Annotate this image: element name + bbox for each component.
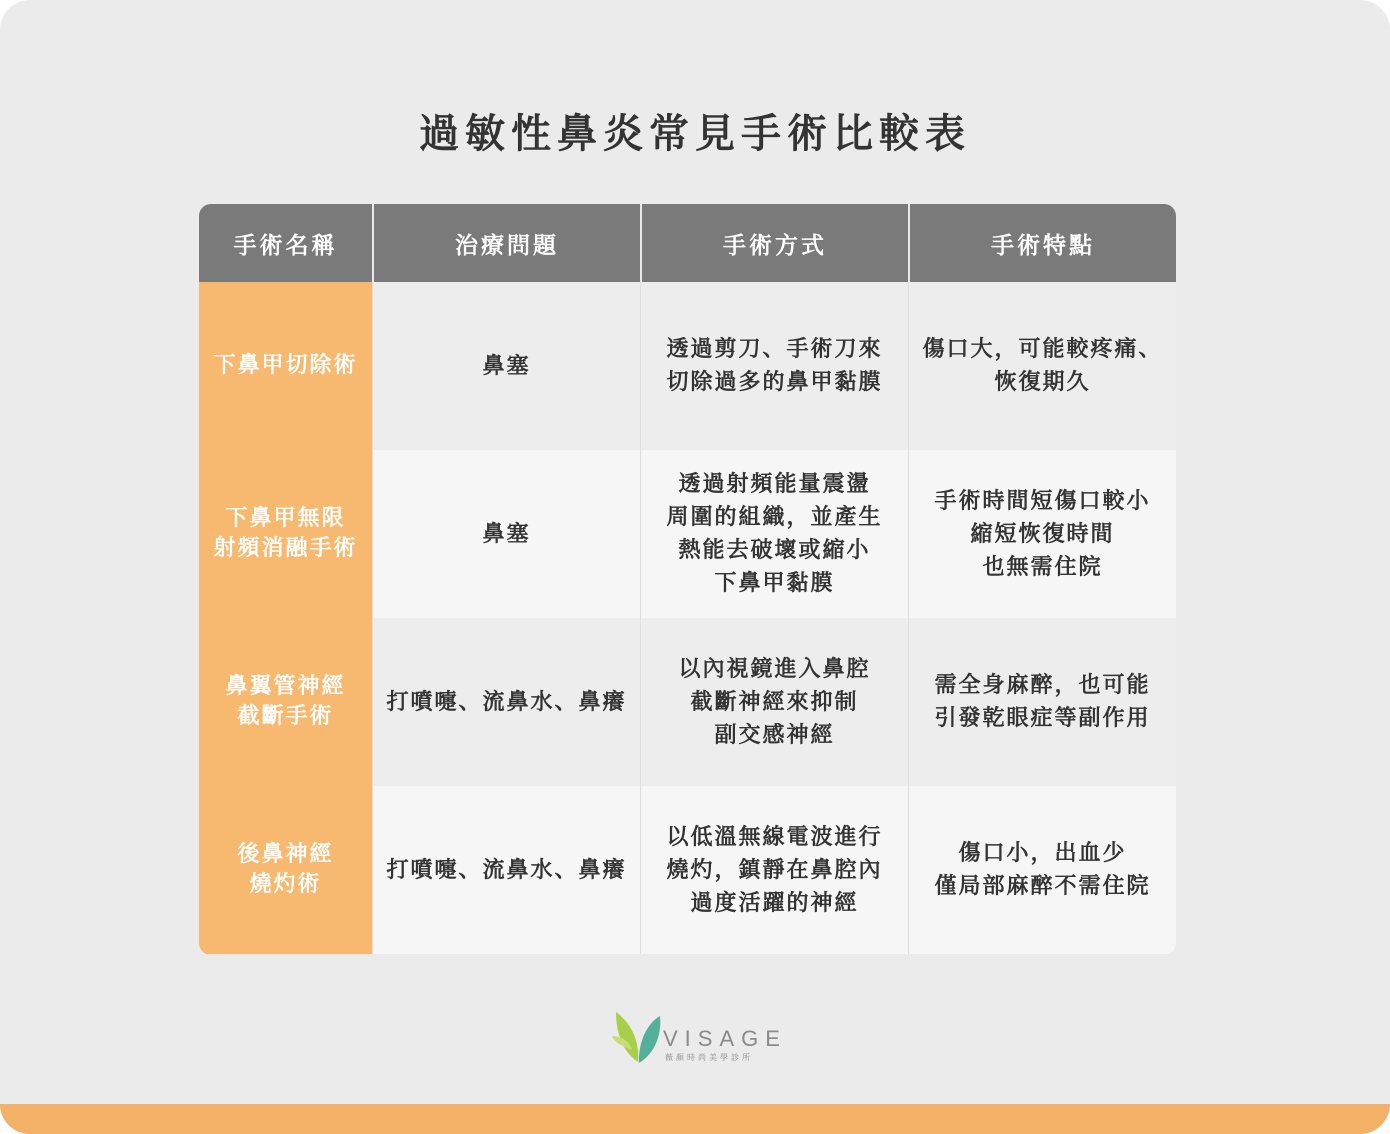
surgery-method-cell: 透過剪刀、手術刀來 切除過多的鼻甲黏膜 bbox=[640, 282, 908, 450]
comparison-table bbox=[199, 204, 1176, 955]
table-row bbox=[199, 450, 1176, 618]
table-row bbox=[199, 786, 1176, 954]
surgery-name-cell: 下鼻甲切除術 bbox=[199, 282, 372, 450]
page-title: 過敏性鼻炎常見手術比較表 bbox=[419, 111, 971, 157]
table-header-row bbox=[199, 204, 1176, 282]
surgery-name-cell: 後鼻神經 燒灼術 bbox=[199, 786, 372, 954]
logo-subtitle: 薇顏時尚美學診所 bbox=[665, 1053, 753, 1062]
surgery-name-cell: 下鼻甲無限 射頻消融手術 bbox=[199, 450, 372, 618]
table-row bbox=[199, 618, 1176, 786]
treatment-problem-cell: 鼻塞 bbox=[372, 282, 640, 450]
table-row bbox=[199, 282, 1176, 450]
surgery-method-cell: 透過射頻能量震盪 周圍的組織，並產生 熱能去破壞或縮小 下鼻甲黏膜 bbox=[640, 450, 908, 618]
bottom-accent-bar bbox=[0, 1104, 1390, 1134]
logo-wordmark: VISAGE bbox=[663, 1026, 787, 1051]
surgery-method-cell: 以內視鏡進入鼻腔 截斷神經來抑制 副交感神經 bbox=[640, 618, 908, 786]
surgery-method-cell: 以低溫無線電波進行 燒灼，鎮靜在鼻腔內 過度活躍的神經 bbox=[640, 786, 908, 954]
surgery-feature-cell: 需全身麻醉，也可能 引發乾眼症等副作用 bbox=[908, 618, 1176, 786]
treatment-problem-cell: 打噴嚏、流鼻水、鼻癢 bbox=[372, 618, 640, 786]
header-surgery-method: 手術方式 bbox=[640, 204, 908, 282]
surgery-name-cell: 鼻翼管神經 截斷手術 bbox=[199, 618, 372, 786]
header-treatment-problem: 治療問題 bbox=[372, 204, 640, 282]
treatment-problem-cell: 打噴嚏、流鼻水、鼻癢 bbox=[372, 786, 640, 954]
surgery-feature-cell: 手術時間短傷口較小 縮短恢復時間 也無需住院 bbox=[908, 450, 1176, 618]
surgery-feature-cell: 傷口小，出血少 僅局部麻醉不需住院 bbox=[908, 786, 1176, 954]
treatment-problem-cell: 鼻塞 bbox=[372, 450, 640, 618]
surgery-feature-cell: 傷口大，可能較疼痛、 恢復期久 bbox=[908, 282, 1176, 450]
header-surgery-feature: 手術特點 bbox=[908, 204, 1176, 282]
header-surgery-name: 手術名稱 bbox=[233, 232, 338, 259]
